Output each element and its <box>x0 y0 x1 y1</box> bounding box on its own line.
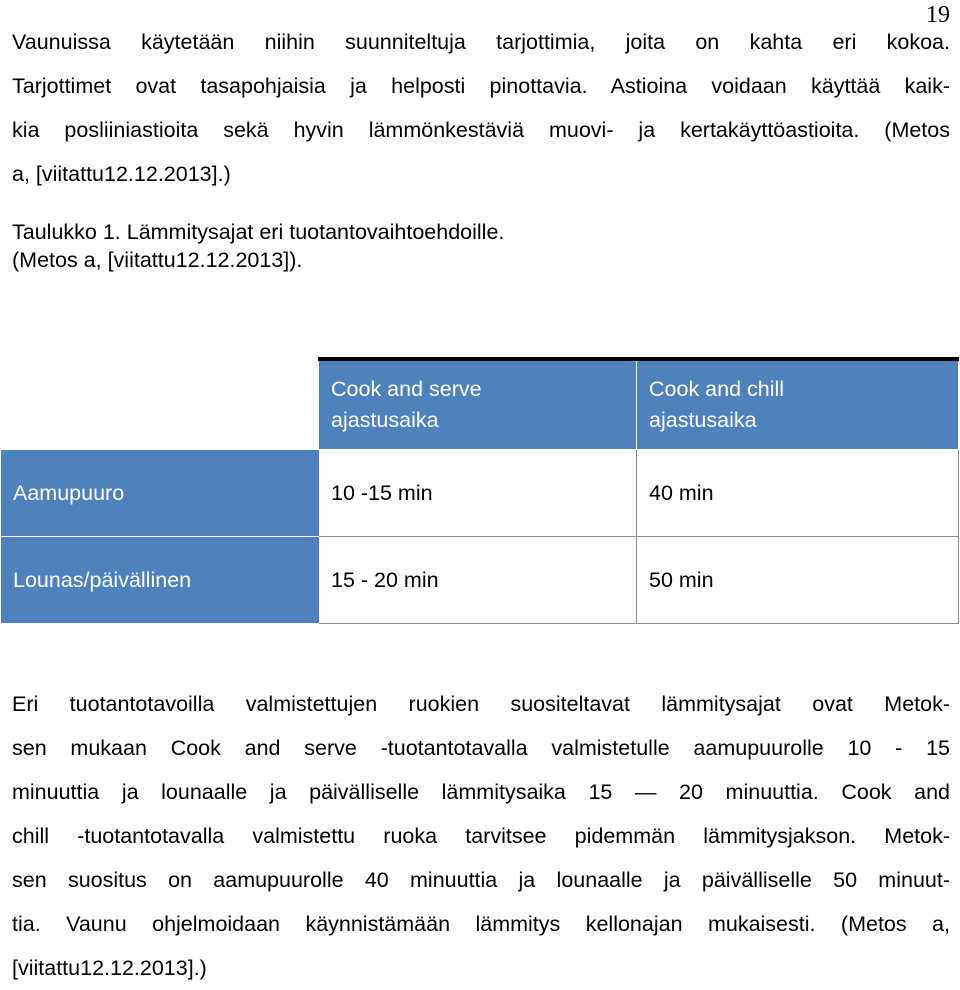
row-label-aamupuuro: Aamupuuro <box>1 450 319 537</box>
header-cook-and-serve-line1: Cook and serve <box>331 377 482 401</box>
paragraph-line: chill -tuotantotavalla valmistettu ruoka tarvitsee pidemmän lämmitysjakson. Metok- <box>12 824 950 848</box>
page-number: 19 <box>926 2 950 28</box>
header-cook-and-chill-line2: ajastusaika <box>649 408 757 432</box>
paragraph-line: Eri tuotantotavoilla valmistettujen ruokien suositeltavat lämmitysajat ovat Metok- <box>12 692 950 716</box>
cell-cook-and-chill: 50 min <box>637 537 959 624</box>
table-caption <box>12 218 950 274</box>
paragraph-line: sen suositus on aamupuurolle 40 minuuttia ja lounaalle ja päivälliselle 50 minuut- <box>12 868 950 892</box>
caption-line: (Metos a, [viitattu12.12.2013]). <box>12 248 303 272</box>
table-row <box>1 450 959 537</box>
paragraph-line: Vaunuissa käytetään niihin suunniteltuja tarjottimia, joita on kahta eri kokoa. <box>12 30 950 54</box>
intro-paragraph <box>12 20 950 196</box>
paragraph-line: sen mukaan Cook and serve -tuotantotavalla valmistetulle aamupuurolle 10 - 15 <box>12 736 950 760</box>
paragraph-line: a, [viitattu12.12.2013].) <box>12 162 231 186</box>
cell-cook-and-serve: 15 - 20 min <box>319 537 637 624</box>
paragraph-line: tia. Vaunu ohjelmoidaan käynnistämään lämmitys kellonajan mukaisesti. (Metos a, <box>12 912 950 936</box>
paragraph-line: minuuttia ja lounaalle ja päivälliselle lämmitysaika 15 — 20 minuuttia. Cook and <box>12 780 950 804</box>
paragraph-line: kia posliiniastioita sekä hyvin lämmönkestäviä muovi- ja kertakäyttöastioita. (Metos <box>12 118 950 142</box>
header-cook-and-chill-line1: Cook and chill <box>649 377 785 401</box>
row-label-lounas-paivallinen: Lounas/päivällinen <box>1 537 319 624</box>
header-cook-and-serve <box>319 359 637 450</box>
header-cook-and-serve-line2: ajastusaika <box>331 408 439 432</box>
header-cook-and-chill <box>637 359 959 450</box>
cell-cook-and-chill: 40 min <box>637 450 959 537</box>
paragraph-line: Tarjottimet ovat tasapohjaisia ja helposti pinottavia. Astioina voidaan käyttää kaik- <box>12 74 950 98</box>
caption-line: Taulukko 1. Lämmitysajat eri tuotantovaihtoehdoille. <box>12 220 505 244</box>
body-paragraph <box>12 682 950 990</box>
cell-cook-and-serve: 10 -15 min <box>319 450 637 537</box>
table-header-row <box>1 359 959 450</box>
paragraph-line: [viitattu12.12.2013].) <box>12 956 207 980</box>
heating-times-table <box>0 357 959 624</box>
table-corner-cell <box>1 359 319 450</box>
table-row <box>1 537 959 624</box>
